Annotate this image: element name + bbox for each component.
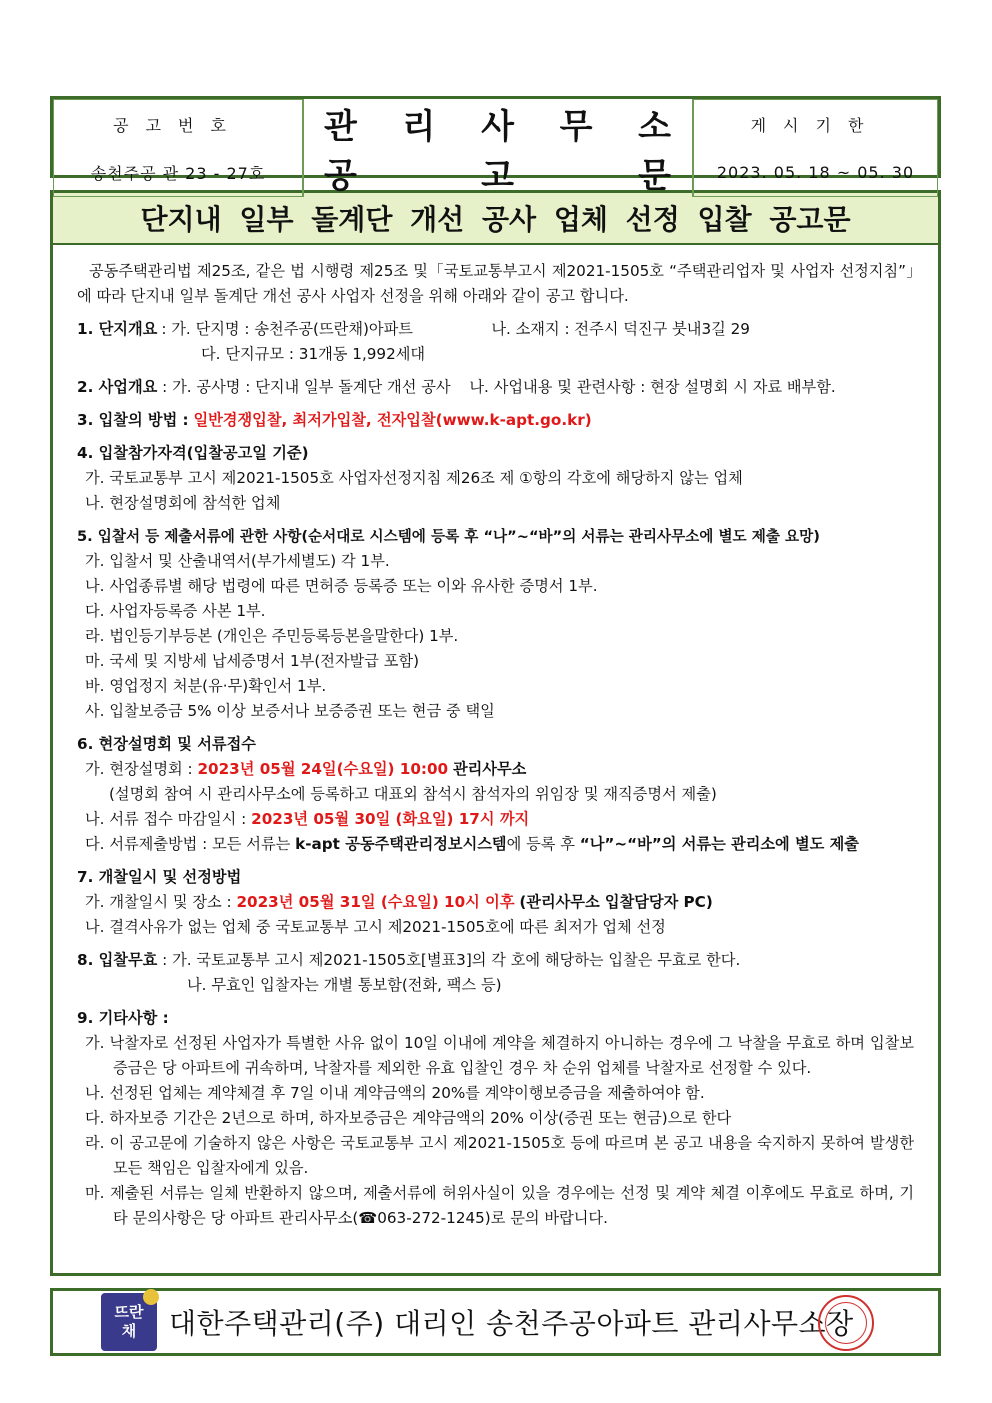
section-8-item-a: : 가. 국토교통부 고시 제2021-1505호[별표3]의 각 호에 해당하는 입찰은 무효로 한다.	[162, 951, 741, 969]
submission-docs: “나”~“바”의 서류는 관리소에 별도 제출	[579, 835, 859, 853]
submission-label: 다. 서류제출방법 : 모든 서류는	[85, 835, 291, 853]
section-3	[77, 408, 914, 433]
header-table	[50, 96, 941, 196]
submission-system: k-apt 공동주택관리정보시스템	[295, 835, 507, 853]
logo-text-1: 뜨란	[114, 1303, 144, 1321]
bid-method: 일반경쟁입찰, 최저가입찰, 전자입찰(www.k-apt.go.kr)	[193, 411, 592, 429]
section-8-heading: 8. 입찰무효	[77, 951, 158, 969]
notice-content	[53, 245, 938, 1273]
opening-place: (관리사무소 입찰담당자 PC)	[519, 893, 713, 911]
section-1-item-a: : 가. 단지명 : 송천주공(뜨란채)아파트	[161, 320, 413, 338]
list-item: 나. 결격사유가 없는 업체 중 국토교통부 고시 제2021-1505호에 따른 최저가 업체 선정	[85, 918, 666, 936]
signature-text: 대한주택관리(주) 대리인 송천주공아파트 관리사무소장	[169, 1307, 854, 1340]
intro-text: 공동주택관리법 제25조, 같은 법 시행령 제25조 및「국토교통부고시 제2021-1505호 “주택관리업자 및 사업자 선정지침”」에 따라 단지내 일부 돌계단 개선 공사 사업자 선정을 위해 아래와 같이 공고 합니다.	[77, 262, 914, 305]
opening-datetime: 2023년 05월 31일 (수요일) 10시 이후	[236, 893, 515, 911]
section-6	[77, 732, 914, 857]
list-item: 다. 하자보증 기간은 2년으로 하며, 하자보증금은 계약금액의 20% 이상(증권 또는 현금)으로 한다	[85, 1109, 732, 1127]
list-item: 가. 국토교통부 고시 제2021-1505호 사업자선정지침 제26조 제 ①항의 각호에 해당하지 않는 업체	[85, 469, 743, 487]
section-2	[77, 375, 914, 400]
logo-text-2: 채	[121, 1322, 137, 1340]
official-seal-icon	[818, 1295, 874, 1351]
section-7-heading: 7. 개찰일시 및 선정방법	[77, 868, 242, 886]
section-9-heading: 9. 기타사항 :	[77, 1009, 169, 1027]
list-item: 바. 영업정지 처분(유·무)확인서 1부.	[85, 677, 327, 695]
notice-number: 송천주공 관 23 - 27호	[53, 148, 303, 197]
list-item: 마. 국세 및 지방세 납세증명서 1부(전자발급 포함)	[85, 652, 420, 670]
list-item: 나. 현장설명회에 참석한 업체	[85, 494, 281, 512]
footer-signature	[50, 1288, 941, 1356]
posting-period: 2023. 05. 18 ~ 05. 30	[693, 148, 938, 197]
briefing-datetime: 2023년 05월 24일(수요일) 10:00	[197, 760, 449, 778]
opening-label: 가. 개찰일시 및 장소 :	[85, 893, 232, 911]
posting-period-label: 게시기한	[693, 99, 938, 148]
list-item: 라. 법인등기부등본 (개인은 주민등록등본을말한다) 1부.	[85, 627, 459, 645]
section-1	[77, 317, 914, 367]
briefing-label: 가. 현장설명회 :	[85, 760, 193, 778]
list-item: 나. 사업종류별 해당 법령에 따른 면허증 등록증 또는 이와 유사한 증명서 1부.	[85, 577, 598, 595]
list-item: 사. 입찰보증금 5% 이상 보증서나 보증증권 또는 현금 중 택일	[85, 702, 495, 720]
briefing-note: (설명회 참여 시 관리사무소에 등록하고 대표외 참석시 참석자의 위임장 및 재직증명서 제출)	[109, 785, 717, 803]
deadline-label: 나. 서류 접수 마감일시 :	[85, 810, 247, 828]
list-item: 라. 이 공고문에 기술하지 않은 사항은 국토교통부 고시 제2021-1505호 등에 따르며 본 공고 내용을 숙지하지 못하여 발생한 모든 책임은 입찰자에게 있음.	[85, 1134, 914, 1177]
section-2-item-b: 나. 사업내용 및 관련사항 : 현장 설명회 시 자료 배부함.	[469, 378, 836, 396]
section-5	[77, 524, 914, 724]
main-box	[50, 190, 941, 1276]
section-3-heading: 3. 입찰의 방법 :	[77, 411, 189, 429]
section-7	[77, 865, 914, 940]
submission-mid: 에 등록 후	[506, 835, 575, 853]
flower-icon	[143, 1289, 159, 1305]
section-1-item-b: 나. 소재지 : 전주시 덕진구 붓내3길 29	[491, 320, 750, 338]
list-item: 다. 사업자등록증 사본 1부.	[85, 602, 266, 620]
section-1-heading: 1. 단지개요	[77, 320, 158, 338]
section-2-item-a: : 가. 공사명 : 단지내 일부 돌계단 개선 공사	[162, 378, 451, 396]
notice-title: 공 고 문	[303, 148, 693, 197]
section-9	[77, 1006, 914, 1231]
ttranchae-logo	[101, 1293, 157, 1351]
section-4	[77, 441, 914, 516]
office-title: 관 리 사 무 소	[303, 99, 693, 148]
notice-number-label: 공고번호	[53, 99, 303, 148]
briefing-place: 관리사무소	[452, 760, 527, 778]
section-8-item-b: 나. 무효인 입찰자는 개별 통보함(전화, 팩스 등)	[187, 976, 502, 994]
section-5-heading: 5. 입찰서 등 제출서류에 관한 사항(순서대로 시스템에 등록 후 “나”~“바”의 서류는 관리사무소에 별도 제출 요망)	[77, 528, 820, 545]
page-title: 단지내 일부 돌계단 개선 공사 업체 선정 입찰 공고문	[53, 193, 938, 245]
section-6-heading: 6. 현장설명회 및 서류접수	[77, 735, 256, 753]
notice-page	[50, 96, 943, 1356]
section-8	[77, 948, 914, 998]
list-item: 가. 낙찰자로 선정된 사업자가 특별한 사유 없이 10일 이내에 계약을 체결하지 아니하는 경우에 그 낙찰을 무효로 하며 입찰보증금은 당 아파트에 귀속하며, 낙찰자를 제외한 유효 입찰인 경우 차 순위 업체를 낙찰자로 선정할 수 있다.	[85, 1034, 914, 1077]
section-2-heading: 2. 사업개요	[77, 378, 158, 396]
list-item: 가. 입찰서 및 산출내역서(부가세별도) 각 1부.	[85, 552, 390, 570]
deadline-datetime: 2023년 05월 30일 (화요일) 17시 까지	[251, 810, 530, 828]
section-1-item-c: 다. 단지규모 : 31개동 1,992세대	[201, 345, 426, 363]
list-item: 마. 제출된 서류는 일체 반환하지 않으며, 제출서류에 허위사실이 있을 경우에는 선정 및 계약 체결 이후에도 무효로 하며, 기타 문의사항은 당 아파트 관리사무소(☎063-272-1245)로 문의 바랍니다.	[85, 1184, 914, 1227]
list-item: 나. 선정된 업체는 계약체결 후 7일 이내 계약금액의 20%를 계약이행보증금을 제출하여야 함.	[85, 1084, 705, 1102]
section-4-heading: 4. 입찰참가자격(입찰공고일 기준)	[77, 444, 309, 462]
